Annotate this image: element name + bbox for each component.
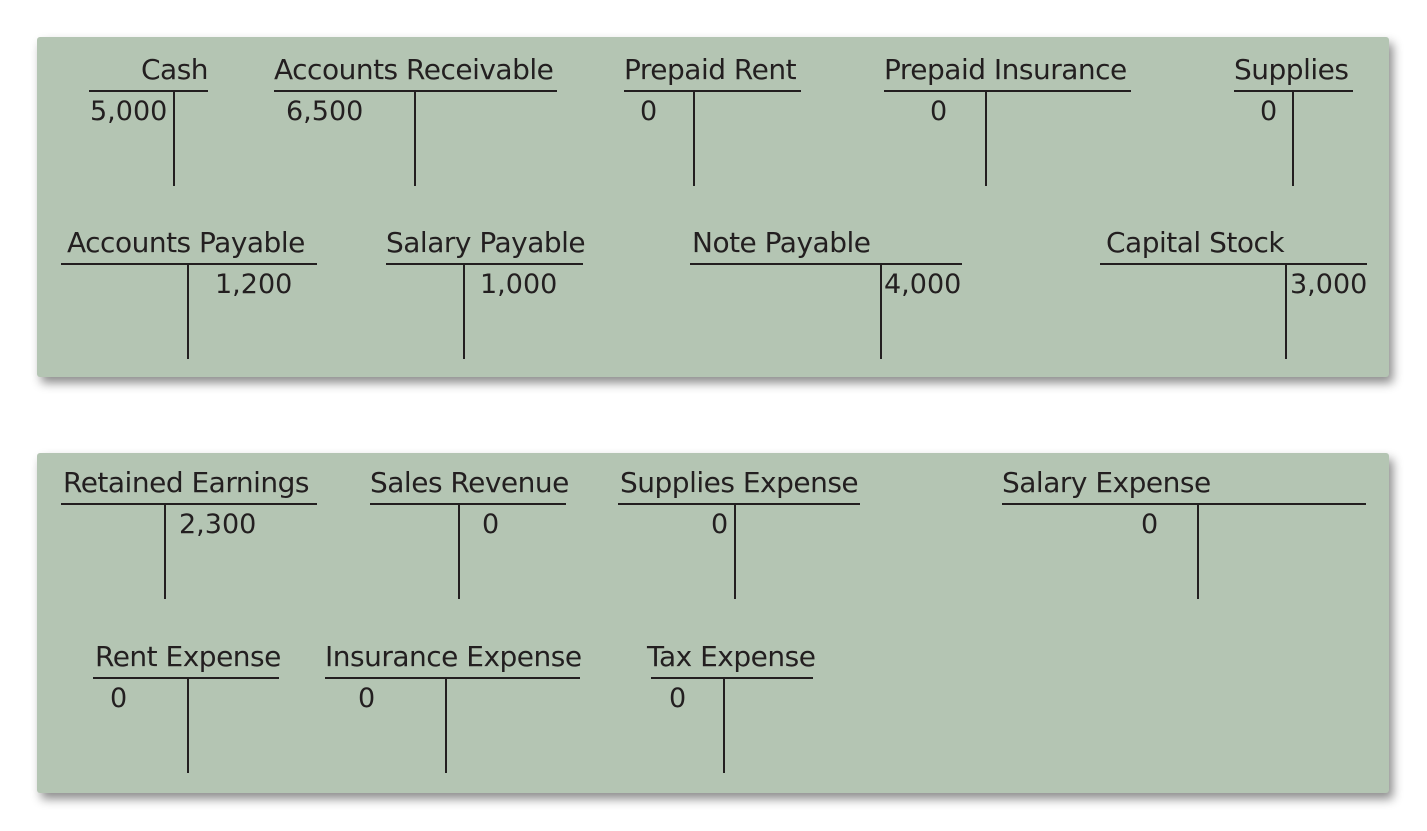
t-account-divider [1197, 503, 1199, 599]
credit-balance: 3,000 [1290, 269, 1368, 300]
account-title: Retained Earnings [63, 466, 309, 499]
credit-balance: 1,200 [215, 269, 293, 300]
t-account-divider [187, 263, 189, 359]
balance-sheet-accounts-panel [37, 37, 1389, 377]
debit-balance: 6,500 [286, 96, 364, 127]
account-title: Prepaid Rent [624, 53, 797, 86]
debit-balance: 0 [110, 683, 128, 714]
t-account-top-line [370, 503, 566, 505]
credit-balance: 2,300 [179, 509, 257, 540]
account-title: Salary Expense [1002, 466, 1211, 499]
equity-and-income-accounts-panel [37, 453, 1389, 793]
account-title: Rent Expense [95, 640, 281, 673]
account-title: Insurance Expense [325, 640, 582, 673]
t-account-top-line [89, 90, 208, 92]
t-account-divider [414, 90, 416, 186]
t-account-top-line [690, 263, 962, 265]
t-account-divider [985, 90, 987, 186]
t-account-divider [734, 503, 736, 599]
account-title: Tax Expense [647, 640, 816, 673]
t-account-divider [880, 263, 882, 359]
t-account-top-line [651, 677, 813, 679]
credit-balance: 4,000 [884, 269, 962, 300]
account-title: Sales Revenue [370, 466, 569, 499]
account-title: Salary Payable [386, 226, 586, 259]
t-account-top-line [1100, 263, 1367, 265]
account-title: Supplies Expense [620, 466, 859, 499]
t-account-divider [164, 503, 166, 599]
t-account-top-line [624, 90, 801, 92]
t-account-divider [1285, 263, 1287, 359]
account-title: Accounts Payable [67, 226, 305, 259]
t-account-divider [458, 503, 460, 599]
account-title: Note Payable [692, 226, 871, 259]
t-account-top-line [386, 263, 583, 265]
t-account-top-line [93, 677, 279, 679]
account-title: Cash [141, 53, 209, 86]
account-title: Accounts Receivable [274, 53, 554, 86]
account-title: Capital Stock [1106, 226, 1285, 259]
debit-balance: 5,000 [90, 96, 168, 127]
t-account-divider [173, 90, 175, 186]
t-account-top-line [325, 677, 580, 679]
debit-balance: 0 [1141, 509, 1159, 540]
debit-balance: 0 [669, 683, 687, 714]
t-account-divider [723, 677, 725, 773]
debit-balance: 0 [358, 683, 376, 714]
debit-balance: 0 [640, 96, 658, 127]
t-account-divider [187, 677, 189, 773]
t-account-divider [693, 90, 695, 186]
debit-balance: 0 [930, 96, 948, 127]
account-title: Prepaid Insurance [884, 53, 1127, 86]
account-title: Supplies [1234, 53, 1349, 86]
t-account-top-line [884, 90, 1131, 92]
credit-balance: 1,000 [480, 269, 558, 300]
t-account-top-line [61, 503, 317, 505]
t-account-top-line [618, 503, 860, 505]
t-account-divider [463, 263, 465, 359]
t-account-divider [445, 677, 447, 773]
debit-balance: 0 [1260, 96, 1278, 127]
debit-balance: 0 [711, 509, 729, 540]
t-account-divider [1292, 90, 1294, 186]
t-account-top-line [61, 263, 317, 265]
credit-balance: 0 [482, 509, 500, 540]
t-account-top-line [1002, 503, 1366, 505]
